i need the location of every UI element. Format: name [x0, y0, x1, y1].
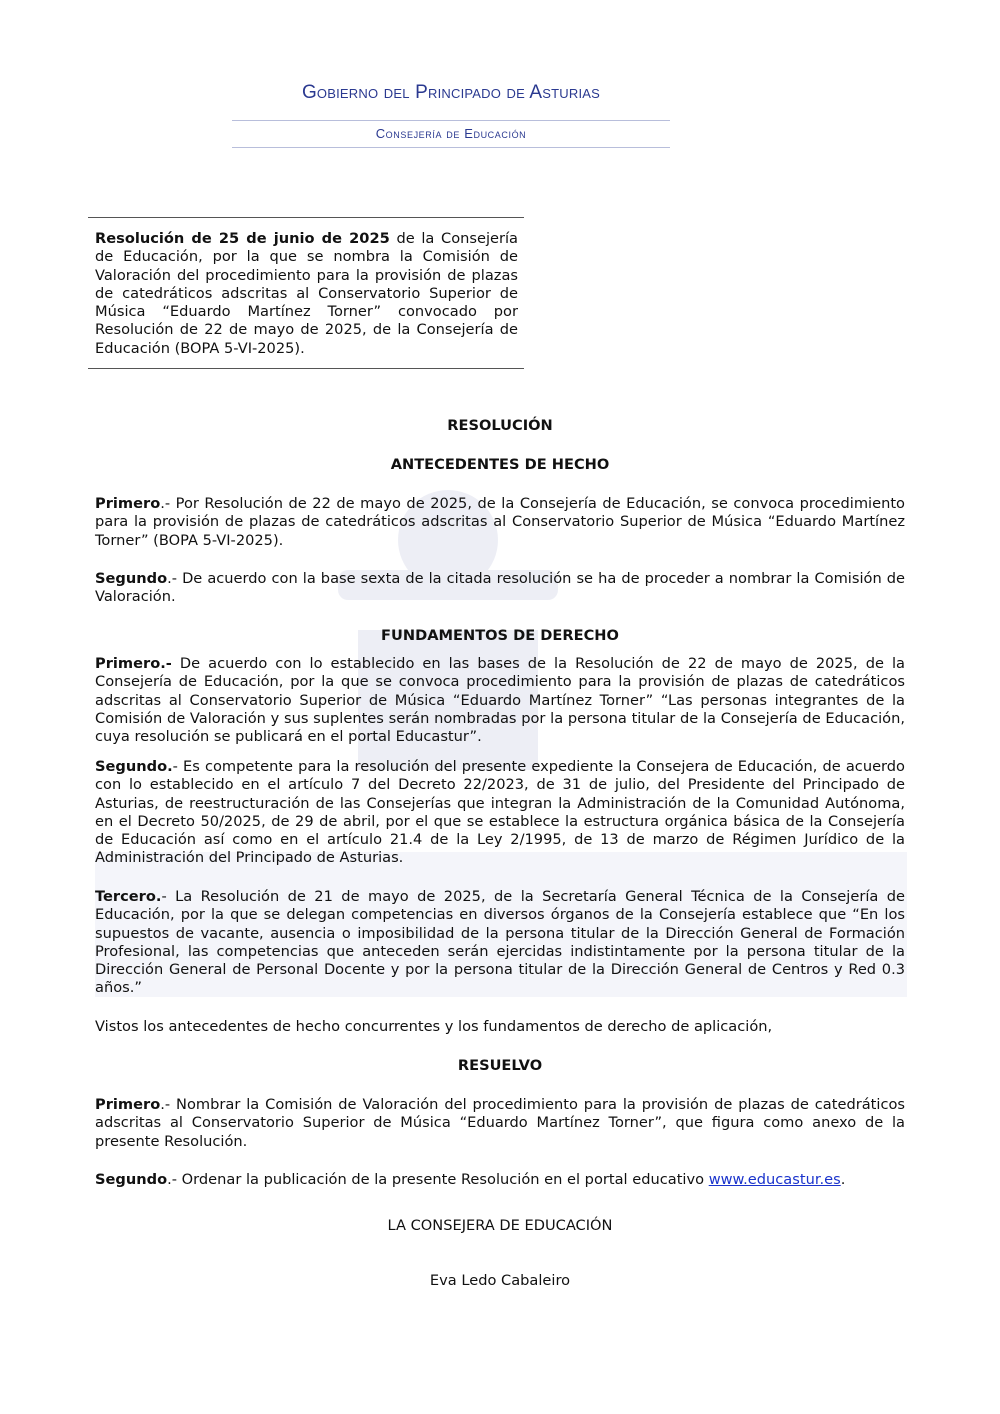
resuelvo-segundo	[95, 1171, 905, 1189]
educastur-link[interactable]: www.educastur.es	[708, 1171, 841, 1188]
heading-resolucion: RESOLUCIÓN	[447, 417, 553, 434]
text-segundo: .- Ordenar la publicación de la presente Resolución en el portal educativo	[167, 1171, 709, 1188]
label-primero: Primero.-	[95, 655, 172, 672]
government-title: Gobierno del Principado de Asturias	[301, 82, 601, 103]
heading-resuelvo: RESUELVO	[457, 1057, 543, 1074]
letterhead	[232, 80, 670, 148]
fundamentos-segundo	[95, 758, 905, 868]
signature-role: LA CONSEJERA DE EDUCACIÓN	[387, 1217, 613, 1234]
text-primero: .- Por Resolución de 22 de mayo de 2025, de la Consejería de Educación, se convoca procedimiento para la provisión de plazas de catedráticos adscritas al Conservatorio Superior de Música “Eduardo Martínez Torner” (BOPA 5-VI-2025).	[95, 495, 905, 549]
heading-fundamentos: FUNDAMENTOS DE DERECHO	[381, 627, 619, 644]
summary-date: Resolución de 25 de junio de 2025	[95, 230, 390, 247]
header-rule-bottom	[232, 147, 670, 148]
text-segundo: - Es competente para la resolución del presente expediente la Consejera de Educación, de acuerdo con lo establecido en el artículo 7 del Decreto 22/2023, de 31 de julio, del Presidente del Principado de Asturias, de reestructuración de las Consejerías que integran la Administración de la Comunidad Autónoma, en el Decreto 50/2025, de 29 de abril, por el que se establece la estructura orgánica básica de la Consejería de Educación así como en el artículo 21.4 de la Ley 2/1995, de 13 de marzo de Régimen Jurídico de la Administración del Principado de Asturias.	[95, 758, 905, 867]
text-end: .	[840, 1171, 846, 1188]
label-segundo: Segundo.	[95, 758, 173, 775]
antecedentes-primero	[95, 495, 905, 550]
signature-name: Eva Ledo Cabaleiro	[429, 1272, 571, 1289]
fundamentos-primero	[95, 655, 905, 746]
department-title: Consejería de Educación	[375, 126, 527, 141]
label-primero: Primero	[95, 1096, 161, 1113]
label-segundo: Segundo	[95, 1171, 168, 1188]
heading-antecedentes: ANTECEDENTES DE HECHO	[390, 456, 610, 473]
text-primero: .- Nombrar la Comisión de Valoración del procedimiento para la provisión de plazas de catedráticos adscritas al Conservatorio Superior de Música “Eduardo Martínez Torner”, que figura como anexo de la presente Resolución.	[95, 1096, 905, 1150]
label-primero: Primero	[95, 495, 161, 512]
text-tercero: - La Resolución de 21 de mayo de 2025, de la Secretaría General Técnica de la Consejería de Educación, por la que se delegan competencias en diversos órganos de la Consejería establece que “En los supuestos de vacante, ausencia o imposibilidad de la persona titular de la Dirección General de Formación Profesional, las competencias que anteceden serán ejercidas indistintamente por la persona titular de la Dirección General de Personal Docente y por la persona titular de la Dirección General de Centros y Red 0.3 años.”	[95, 888, 905, 997]
label-segundo: Segundo	[95, 570, 168, 587]
resolution-summary	[88, 217, 524, 369]
text-segundo: .- De acuerdo con la base sexta de la citada resolución se ha de proceder a nombrar la Comisión de Valoración.	[95, 570, 905, 606]
summary-text: de la Consejería de Educación, por la que se nombra la Comisión de Valoración del procedimiento para la provisión de plazas de catedráticos adscritas al Conservatorio Superior de Música “Eduardo Martínez Torner” convocado por Resolución de 22 de mayo de 2025, de la Consejería de Educación (BOPA 5-VI-2025).	[95, 230, 519, 357]
resuelvo-primero	[95, 1096, 905, 1151]
text-primero: De acuerdo con lo establecido en las bases de la Resolución de 22 de mayo de 2025, de la Consejería de Educación, por la que se convoca procedimiento para la provisión de plazas de catedráticos adscritas al Conservatorio Superior de Música “Eduardo Martínez Torner” “Las personas integrantes de la Comisión de Valoración y sus suplentes serán nombradas por la persona titular de la Consejería de Educación, cuya resolución se publicará en el portal Educastur”.	[95, 655, 905, 746]
fundamentos-tercero	[95, 888, 905, 998]
antecedentes-segundo	[95, 570, 905, 607]
label-tercero: Tercero.	[95, 888, 162, 905]
vistos-paragraph: Vistos los antecedentes de hecho concurrentes y los fundamentos de derecho de aplicación,	[95, 1018, 773, 1035]
